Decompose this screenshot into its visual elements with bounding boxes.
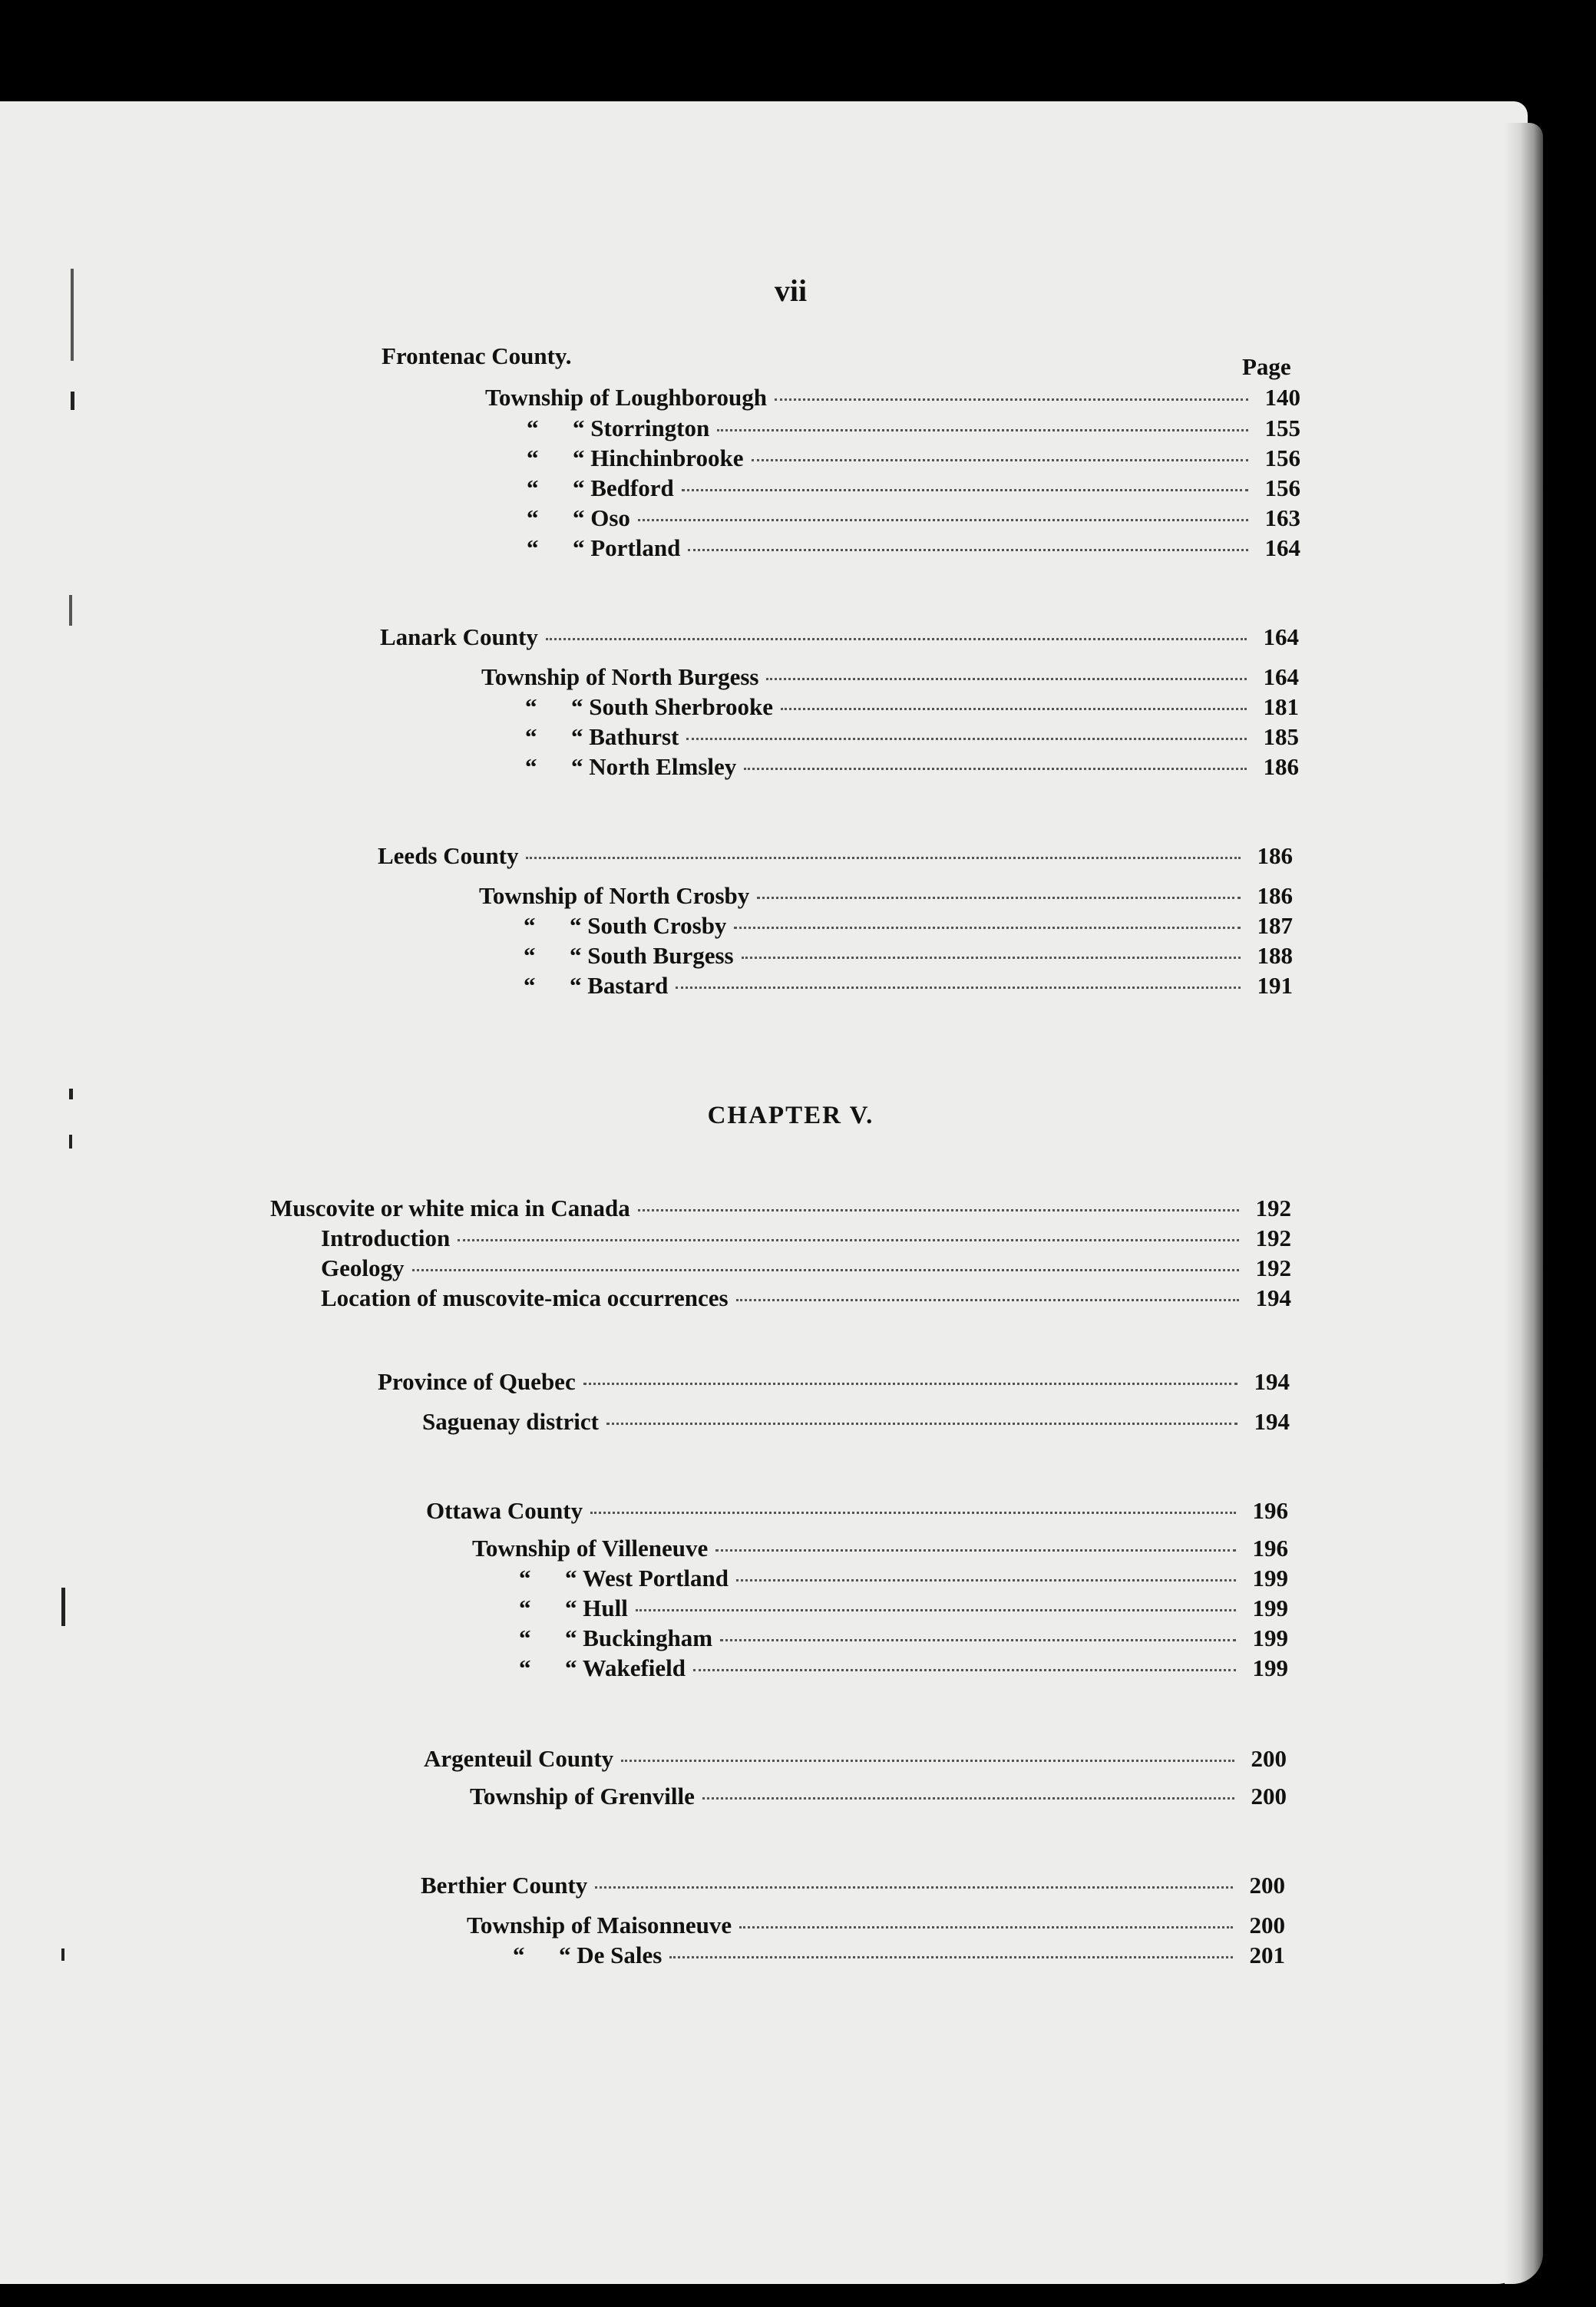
margin-mark — [69, 1089, 73, 1099]
entry-page: 194 — [1254, 1368, 1290, 1395]
entry-text: “ South Sherbrooke — [571, 693, 773, 720]
entry-page: 196 — [1252, 1497, 1288, 1524]
toc-entry — [519, 1654, 1288, 1684]
entry-text: Location of muscovite-mica occurrences — [321, 1284, 729, 1311]
entry-page: 192 — [1255, 1225, 1291, 1251]
entry-page: 192 — [1255, 1254, 1291, 1281]
toc-entry — [422, 1408, 1290, 1437]
dot-leader — [744, 768, 1247, 770]
ditto-mark: “ — [524, 942, 536, 969]
entry-text: “ Buckingham — [565, 1624, 713, 1651]
entry-page: 191 — [1257, 972, 1293, 999]
dot-leader — [752, 459, 1248, 461]
dot-leader — [638, 1209, 1239, 1211]
toc-entry — [321, 1284, 1291, 1314]
ditto-mark: “ — [527, 445, 539, 471]
toc-entry — [527, 445, 1300, 474]
dot-leader — [736, 1579, 1236, 1582]
section-title — [378, 842, 1293, 871]
entry-page: 155 — [1264, 415, 1300, 441]
entry-page: 186 — [1263, 753, 1299, 780]
section-title-text: Leeds County — [378, 842, 519, 869]
ditto-mark: “ — [525, 693, 537, 720]
entry-page: 156 — [1264, 474, 1300, 501]
dot-leader — [682, 489, 1248, 491]
dot-leader — [757, 897, 1241, 899]
ditto-mark: “ — [525, 753, 537, 780]
entry-text: “ De Sales — [559, 1942, 663, 1968]
ditto-mark: “ — [527, 534, 539, 561]
entry-text: Township of Loughborough — [485, 384, 768, 411]
margin-mark — [61, 1588, 65, 1626]
ditto-mark: “ — [527, 474, 539, 501]
entry-text: Geology — [321, 1254, 405, 1281]
toc-entry — [270, 1195, 1291, 1224]
entry-text: “ Hull — [565, 1595, 628, 1621]
toc-entry — [472, 1535, 1288, 1564]
entry-text: Township of Maisonneuve — [467, 1912, 732, 1938]
margin-mark — [71, 392, 74, 410]
dot-leader — [717, 429, 1248, 431]
toc-entry — [519, 1624, 1288, 1654]
page-column-header: Page — [1242, 353, 1291, 380]
entry-text: “ Storrington — [573, 415, 710, 441]
toc-entry — [378, 1368, 1290, 1397]
toc-entry — [524, 912, 1293, 941]
toc-entry — [524, 972, 1293, 1001]
dot-leader — [766, 678, 1247, 680]
entry-text: Muscovite or white mica in Canada — [270, 1195, 630, 1221]
entry-page: 164 — [1264, 534, 1300, 561]
dot-leader — [621, 1760, 1234, 1762]
entry-text: Township of Grenville — [470, 1783, 695, 1810]
entry-text: Introduction — [321, 1225, 451, 1251]
dot-leader — [688, 549, 1248, 551]
entry-page: 199 — [1252, 1654, 1288, 1681]
entry-page: 199 — [1252, 1624, 1288, 1651]
dot-leader — [669, 1956, 1233, 1958]
entry-text: Ottawa County — [426, 1497, 583, 1524]
toc-entry — [485, 384, 1300, 413]
toc-entry — [467, 1912, 1285, 1941]
entry-page: 181 — [1263, 693, 1299, 720]
section-title-page: 186 — [1257, 842, 1293, 869]
toc-entry — [527, 474, 1300, 504]
page-number: vii — [774, 273, 808, 308]
entry-page: 194 — [1255, 1284, 1291, 1311]
margin-mark — [69, 1135, 72, 1149]
ditto-mark: “ — [519, 1595, 531, 1621]
toc-entry — [470, 1783, 1287, 1812]
section-title — [380, 623, 1299, 653]
ditto-mark: “ — [524, 912, 536, 939]
entry-page: 200 — [1249, 1912, 1285, 1938]
ditto-mark: “ — [513, 1942, 525, 1968]
toc-entry — [424, 1745, 1287, 1774]
dot-leader — [720, 1639, 1236, 1641]
dot-leader — [412, 1269, 1240, 1271]
section-title-page: 164 — [1263, 623, 1299, 650]
chapter-heading: CHAPTER V. — [707, 1102, 874, 1129]
entry-page: 164 — [1263, 663, 1299, 690]
entry-text: “ Portland — [573, 534, 681, 561]
entry-page: 140 — [1264, 384, 1300, 411]
ditto-mark: “ — [527, 415, 539, 441]
margin-mark — [69, 595, 72, 626]
entry-text: Township of North Burgess — [481, 663, 759, 690]
dot-leader — [736, 1299, 1239, 1301]
entry-text: “ West Portland — [565, 1565, 729, 1591]
entry-page: 200 — [1251, 1745, 1287, 1772]
entry-page: 200 — [1251, 1783, 1287, 1810]
entry-text: “ South Burgess — [570, 942, 734, 969]
section-title-text: Lanark County — [380, 623, 538, 650]
entry-page: 194 — [1254, 1408, 1290, 1435]
dot-leader — [742, 957, 1241, 959]
entry-page: 200 — [1249, 1872, 1285, 1899]
dot-leader — [702, 1797, 1234, 1800]
toc-entry — [527, 534, 1300, 564]
entry-text: “ Bastard — [570, 972, 669, 999]
toc-entry — [525, 753, 1299, 782]
section-title — [382, 342, 571, 372]
entry-page: 188 — [1257, 942, 1293, 969]
toc-entry — [426, 1497, 1288, 1526]
dot-leader — [606, 1423, 1237, 1425]
entry-text: Berthier County — [421, 1872, 588, 1899]
ditto-mark: “ — [524, 972, 536, 999]
dot-leader — [715, 1549, 1236, 1552]
toc-entry — [525, 723, 1299, 752]
toc-entry — [519, 1595, 1288, 1624]
toc-entry — [321, 1225, 1291, 1254]
dot-leader — [546, 638, 1247, 640]
dot-leader — [739, 1926, 1233, 1929]
dot-leader — [693, 1669, 1236, 1671]
toc-entry — [527, 504, 1300, 534]
entry-page: 199 — [1252, 1565, 1288, 1591]
dot-leader — [775, 398, 1248, 401]
dot-leader — [676, 987, 1241, 989]
ditto-mark: “ — [519, 1565, 531, 1591]
entry-text: Province of Quebec — [378, 1368, 576, 1395]
toc-entry — [321, 1254, 1291, 1284]
entry-page: 156 — [1264, 445, 1300, 471]
toc-entry — [525, 693, 1299, 722]
entry-page: 187 — [1257, 912, 1293, 939]
ditto-mark: “ — [527, 504, 539, 531]
entry-text: “ Wakefield — [565, 1654, 686, 1681]
entry-page: 201 — [1249, 1942, 1285, 1968]
page-edge-shadow — [1505, 123, 1543, 2284]
entry-page: 186 — [1257, 882, 1293, 909]
dot-leader — [590, 1512, 1236, 1514]
entry-page: 163 — [1264, 504, 1300, 531]
section-title-text: Frontenac County. — [382, 342, 572, 369]
toc-entry — [524, 942, 1293, 971]
entry-text: Township of Villeneuve — [472, 1535, 709, 1562]
entry-page: 192 — [1255, 1195, 1291, 1221]
toc-entry — [479, 882, 1293, 911]
dot-leader — [595, 1886, 1233, 1889]
toc-entry — [513, 1942, 1285, 1971]
entry-text: “ North Elmsley — [571, 753, 737, 780]
ditto-mark: “ — [525, 723, 537, 750]
entry-page: 199 — [1252, 1595, 1288, 1621]
toc-entry — [421, 1872, 1285, 1901]
entry-text: Argenteuil County — [424, 1745, 614, 1772]
entry-text: “ Bedford — [573, 474, 674, 501]
entry-text: “ Bathurst — [571, 723, 679, 750]
dot-leader — [583, 1383, 1237, 1385]
entry-text: “ Hinchinbrooke — [573, 445, 744, 471]
dot-leader — [636, 1609, 1236, 1611]
toc-entry — [519, 1565, 1288, 1594]
margin-mark — [61, 1948, 64, 1961]
dot-leader — [638, 519, 1248, 521]
entry-text: Saguenay district — [422, 1408, 599, 1435]
dot-leader — [458, 1239, 1239, 1241]
dot-leader — [781, 708, 1247, 710]
dot-leader — [686, 738, 1247, 740]
ditto-mark: “ — [519, 1624, 531, 1651]
entry-page: 185 — [1263, 723, 1299, 750]
entry-text: “ Oso — [573, 504, 630, 531]
ditto-mark: “ — [519, 1654, 531, 1681]
entry-text: “ South Crosby — [570, 912, 727, 939]
dot-leader — [734, 927, 1241, 929]
toc-entry — [481, 663, 1299, 692]
dot-leader — [526, 857, 1241, 859]
entry-text: Township of North Crosby — [479, 882, 750, 909]
entry-page: 196 — [1252, 1535, 1288, 1562]
toc-entry — [527, 415, 1300, 444]
